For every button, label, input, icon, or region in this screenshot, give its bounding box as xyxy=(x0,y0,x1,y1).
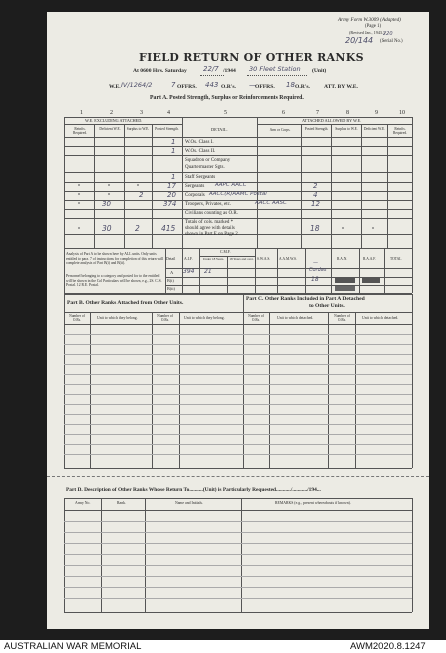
row-detail: W.Os. Class II. xyxy=(185,149,216,154)
ors2-handwritten: 18 xyxy=(286,81,295,89)
col-number: 3 xyxy=(140,110,143,116)
col-head: Reinfts. Required. xyxy=(392,127,408,136)
col-head: Reinfts. Required. xyxy=(72,127,88,136)
posted-strength-total: 415 xyxy=(161,224,176,233)
footer-institution: AUSTRALIAN WAR MEMORIAL xyxy=(4,641,142,652)
personnel-note: Personnel belonging to a category and posted for to the entitled will be shown in the Col Particulars will be shown, e.g., 2S. C.S. Postal. 12 R.E. Postal. xyxy=(66,274,162,288)
col-number: 4 xyxy=(167,110,170,116)
offrs-label: OFFRS. xyxy=(177,84,197,90)
part-c-title-2: to Other Units. xyxy=(309,303,345,309)
part-c-head: Unit to which detached. xyxy=(277,316,314,320)
posted-strength: 1 xyxy=(171,147,176,155)
serial-handwritten-small: 220 xyxy=(383,31,393,37)
att-label: ATT. BY W.E. xyxy=(324,84,358,90)
part-d-head: Rank. xyxy=(117,501,126,505)
analysis-head: TOTAL xyxy=(390,257,402,261)
at-hours-label: At 0600 Hrs. Saturday xyxy=(133,68,187,74)
part-b-head: Number of O.Rs. xyxy=(157,314,173,323)
part-a-title: Part A. Posted Strength, Surplus or Reinforcements Required. xyxy=(150,95,304,101)
detail-header: DETAIL. xyxy=(211,127,228,132)
part-d-head: REMARKS (e.g., present whereabouts if known). xyxy=(275,501,351,505)
form-page-label: (Page 1) xyxy=(365,24,382,29)
part-b-head: Unit to which they belong. xyxy=(97,316,138,320)
part-b-head: Unit to which they belong. xyxy=(184,316,225,320)
part-c-head: Number of O.Rs. xyxy=(248,314,264,323)
col-head: Posted Strength. xyxy=(155,127,179,131)
col-head: Posted Strength. xyxy=(304,127,329,131)
analysis-row: B(i) xyxy=(167,278,174,283)
row-detail: should agree with details xyxy=(185,226,235,231)
form-title: FIELD RETURN OF OTHER RANKS xyxy=(139,51,364,64)
cmf-sub: Under 18 Years. xyxy=(202,257,225,261)
col-head: Deficient W.E. xyxy=(363,127,386,131)
offrs2-handwritten: — xyxy=(249,81,256,89)
part-b-head: Number of O.Rs. xyxy=(69,314,85,323)
col-number: 6 xyxy=(282,110,285,116)
col-number: 2 xyxy=(110,110,113,116)
we-handwritten: IV/1264/2 xyxy=(121,81,153,89)
we-excluding-header: W.E. EXCLUDING ATTACHED. xyxy=(85,118,143,123)
col-number: 5 xyxy=(224,110,227,116)
unit-label: (Unit) xyxy=(312,68,327,74)
row-detail: Civilians counting as O.R. xyxy=(185,211,238,216)
footer-accession: AWM2020.8.1247 xyxy=(350,641,426,652)
analysis-head: Detail xyxy=(166,257,176,261)
attached-posted: 2 xyxy=(313,182,318,190)
redacted-box xyxy=(335,286,355,291)
part-d-head: Army No. xyxy=(75,501,91,505)
offrs-handwritten: 7 xyxy=(171,81,176,89)
arm-corps-hw: AAPC AACC xyxy=(215,182,247,188)
analysis-head: S.W.A.S. xyxy=(257,257,271,261)
col-head: Surplus to W.E. xyxy=(126,127,150,131)
row-detail: Quartermaster Sgts. xyxy=(185,165,225,170)
deficient-total-hw: 2 xyxy=(135,224,140,233)
posted-strength: 374 xyxy=(163,200,177,208)
serial-label: (Serial No.) xyxy=(380,39,403,44)
year-label: /1944 xyxy=(223,68,236,74)
part-c-head: Unit to which detached. xyxy=(362,316,399,320)
row-detail: Staff Sergeants xyxy=(185,175,216,180)
row-detail: shown in Part E on Page 2 xyxy=(185,232,238,237)
serial-number-handwritten: 20/144 xyxy=(345,36,374,45)
attached-header: ATTACHED ALLOWED BY W.E. xyxy=(302,118,362,123)
row-detail: Squadron or Company xyxy=(185,158,231,163)
col-number: 7 xyxy=(316,110,319,116)
attached-total: 18 xyxy=(310,224,320,233)
analysis-head: A.I.F. xyxy=(184,257,193,261)
analysis-cmf-hw: 21 xyxy=(204,268,212,275)
analysis-right-hw: 18 xyxy=(311,276,319,283)
col-number: 9 xyxy=(375,110,378,116)
ors-label: O.R's. xyxy=(221,84,236,90)
analysis-head: R.A.N. xyxy=(337,257,348,261)
part-d-title: Part D. Description of Other Ranks Whose Return To..........(Unit) is Particularly Requested.........../.........../194... xyxy=(66,487,321,493)
part-c-title: Part C. Other Ranks Included in Part A Detached xyxy=(246,296,365,302)
analysis-head: R.A.A.F. xyxy=(363,257,376,261)
surplus-hw: 30 xyxy=(102,200,111,208)
arm-corps-hw: AACC AASC xyxy=(255,200,287,206)
ors2-label: O.R's. xyxy=(295,84,310,90)
analysis-head: C.M.F. xyxy=(220,250,231,254)
form-page xyxy=(47,12,429,629)
attached-posted: 12 xyxy=(311,200,320,208)
posted-strength: 1 xyxy=(171,173,176,181)
col-number: 8 xyxy=(346,110,349,116)
attached-posted: 4 xyxy=(313,191,318,199)
offrs2-label: OFFRS. xyxy=(255,84,275,90)
col-head: Surplus to W.E. xyxy=(335,127,358,131)
analysis-right-hw: Cordas xyxy=(309,267,327,273)
posted-strength: 1 xyxy=(171,138,176,146)
analysis-right-hw: — xyxy=(313,260,318,266)
posted-strength: 17 xyxy=(167,182,176,190)
row-detail: W.Os. Class I. xyxy=(185,140,214,145)
row-detail: Corporals xyxy=(185,193,205,198)
analysis-row: A xyxy=(170,270,174,275)
redacted-box xyxy=(362,278,380,283)
arm-corps-hw: AACC(R)AAMC Postal xyxy=(209,191,267,197)
col-number: 10 xyxy=(399,110,405,116)
part-c-head: Number of O.Rs. xyxy=(334,314,350,323)
form-number: Army Form W.3009 (Adapted) xyxy=(338,17,401,23)
analysis-note: Analysis of Part A to be shown here by ALL units. Only units entitled to para. 7 of instructions for completion of this return will complete analysis of Part B(i) and B(ii). xyxy=(66,252,164,266)
row-detail: Totals of cols. marked * xyxy=(185,220,234,225)
row-detail: Sergeants xyxy=(185,184,205,189)
perforation-line xyxy=(47,476,429,477)
analysis-row: B(ii) xyxy=(167,286,175,291)
col-head: Arm or Corps. xyxy=(269,128,291,132)
part-b-title: Part B. Other Ranks Attached from Other Units. xyxy=(67,300,184,306)
unit-handwritten: 30 Fleet Station xyxy=(249,65,301,73)
posted-strength: 20 xyxy=(167,191,176,199)
row-detail: Troopers, Privates, etc. xyxy=(185,202,232,207)
form-revision: (Revised Jan., 1943.) xyxy=(349,30,385,35)
cmf-sub: 18 Years and over. xyxy=(229,257,254,261)
deficient-hw: 2 xyxy=(139,191,144,199)
surplus-total-hw: 30 xyxy=(102,224,112,233)
ors-handwritten: 443 xyxy=(205,81,219,89)
analysis-head: A.A.M.W.S. xyxy=(279,257,297,261)
part-d-head: Name and Initials. xyxy=(175,501,203,505)
redacted-box xyxy=(335,278,355,283)
we-label: W.E. xyxy=(109,84,121,90)
analysis-aif-hw: 394 xyxy=(183,268,195,275)
col-head: Deficient W.E. xyxy=(99,127,121,131)
date-handwritten: 22/7 xyxy=(203,65,219,73)
col-number: 1 xyxy=(80,110,83,116)
